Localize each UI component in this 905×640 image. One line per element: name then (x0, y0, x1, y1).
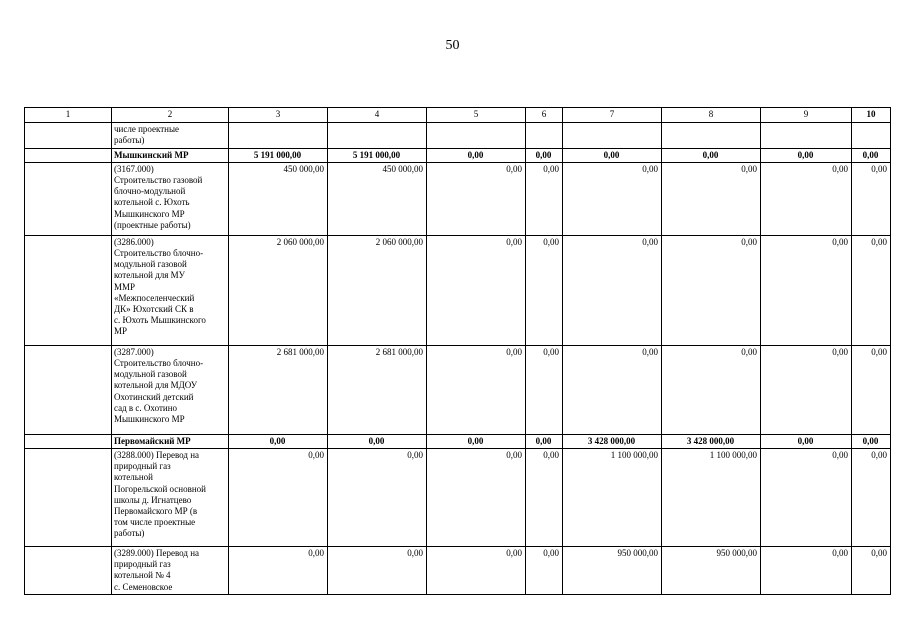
description-cell (112, 162, 229, 235)
column-number: 6 (526, 108, 563, 123)
empty-cell (25, 434, 112, 448)
amount-cell: 0,00 (526, 449, 563, 547)
amount-cell: 5 191 000,00 (229, 148, 328, 162)
description-line: котельной с. Юхоть (114, 197, 190, 208)
description-line: работы) (114, 135, 145, 146)
description-line: работы) (114, 528, 145, 539)
amount-cell: 0,00 (427, 434, 526, 448)
amount-cell: 0,00 (761, 434, 852, 448)
description-line: Мышкинского МР (114, 414, 185, 425)
description-line: школы д. Игнатцево (114, 494, 192, 505)
description-line: Погорельской основной (114, 483, 206, 494)
amount-cell: 5 191 000,00 (328, 148, 427, 162)
amount-cell: 0,00 (662, 162, 761, 235)
column-number: 7 (563, 108, 662, 123)
description-line: Мышкинский МР (114, 149, 189, 160)
column-number-row (25, 108, 891, 123)
description-line: блочно-модульной (114, 186, 186, 197)
table-row (25, 547, 891, 595)
description-cell (112, 235, 229, 345)
empty-cell (25, 345, 112, 434)
description-line: Строительство блочно- (114, 358, 204, 369)
amount-cell: 0,00 (852, 547, 891, 595)
amount-cell: 0,00 (662, 148, 761, 162)
column-number: 5 (427, 108, 526, 123)
amount-cell: 0,00 (427, 345, 526, 434)
amount-cell: 0,00 (526, 148, 563, 162)
amount-cell: 0,00 (852, 345, 891, 434)
column-number: 10 (852, 108, 891, 123)
description-line: природный газ (114, 461, 171, 472)
amount-cell: 0,00 (427, 162, 526, 235)
description-line: Первомайского МР (в (114, 506, 198, 517)
amount-cell (662, 123, 761, 148)
amount-cell: 0,00 (328, 434, 427, 448)
amount-cell: 0,00 (328, 449, 427, 547)
description-line: Строительство газовой (114, 175, 203, 186)
table-row (25, 449, 891, 547)
description-line: (3288.000) Перевод на (114, 450, 200, 461)
amount-cell: 0,00 (662, 235, 761, 345)
description-cell (112, 148, 229, 162)
amount-cell: 0,00 (852, 235, 891, 345)
description-line: Охотинский детский (114, 391, 194, 402)
amount-cell: 0,00 (526, 547, 563, 595)
amount-cell: 0,00 (852, 434, 891, 448)
description-line: (3286.000) (114, 236, 154, 247)
description-line: природный газ (114, 559, 171, 570)
amount-cell: 0,00 (761, 148, 852, 162)
amount-cell: 0,00 (526, 345, 563, 434)
description-line: котельной для МДОУ (114, 380, 198, 391)
amount-cell: 0,00 (526, 235, 563, 345)
amount-cell: 0,00 (563, 345, 662, 434)
column-number: 1 (25, 108, 112, 123)
amount-cell (229, 123, 328, 148)
amount-cell: 450 000,00 (229, 162, 328, 235)
description-line: числе проектные (114, 124, 180, 135)
description-line: с. Семеновское (114, 581, 173, 592)
description-line: (3289.000) Перевод на (114, 548, 200, 559)
amount-cell: 1 100 000,00 (563, 449, 662, 547)
amount-cell: 0,00 (761, 449, 852, 547)
description-cell (112, 345, 229, 434)
description-line: сад в с. Охотино (114, 402, 178, 413)
page-number: 50 (445, 38, 460, 53)
description-line: Первомайский МР (114, 435, 191, 446)
empty-cell (25, 547, 112, 595)
description-line: ММР (114, 281, 136, 292)
amount-cell: 0,00 (761, 345, 852, 434)
amount-cell: 950 000,00 (563, 547, 662, 595)
amount-cell: 0,00 (427, 547, 526, 595)
description-line: (3167.000) (114, 163, 154, 174)
amount-cell: 0,00 (761, 162, 852, 235)
amount-cell: 0,00 (526, 162, 563, 235)
amount-cell: 0,00 (229, 547, 328, 595)
column-number: 9 (761, 108, 852, 123)
amount-cell: 2 681 000,00 (229, 345, 328, 434)
amount-cell: 0,00 (852, 449, 891, 547)
description-line: котельной № 4 (114, 570, 171, 581)
amount-cell: 0,00 (662, 345, 761, 434)
amount-cell: 1 100 000,00 (662, 449, 761, 547)
column-number: 8 (662, 108, 761, 123)
amount-cell: 950 000,00 (662, 547, 761, 595)
amount-cell: 0,00 (229, 449, 328, 547)
amount-cell: 2 681 000,00 (328, 345, 427, 434)
table-body (25, 108, 891, 595)
amount-cell: 450 000,00 (328, 162, 427, 235)
description-line: модульной газовой (114, 259, 187, 270)
amount-cell: 0,00 (526, 434, 563, 448)
description-line: том числе проектные (114, 517, 196, 528)
column-number: 2 (112, 108, 229, 123)
amount-cell (526, 123, 563, 148)
amount-cell: 3 428 000,00 (662, 434, 761, 448)
amount-cell: 0,00 (563, 148, 662, 162)
amount-cell: 0,00 (563, 235, 662, 345)
description-line: (проектные работы) (114, 219, 191, 230)
amount-cell: 0,00 (427, 449, 526, 547)
description-line: МР (114, 326, 128, 337)
description-line: Строительство блочно- (114, 248, 204, 259)
description-line: с. Юхоть Мышкинского (114, 315, 206, 326)
column-number: 4 (328, 108, 427, 123)
empty-cell (25, 123, 112, 148)
district-row (25, 434, 891, 448)
description-cell (112, 547, 229, 595)
amount-cell (563, 123, 662, 148)
amount-cell (852, 123, 891, 148)
description-line: Мышкинского МР (114, 208, 185, 219)
description-line: ДК» Юхотский СК в (114, 304, 194, 315)
column-number: 3 (229, 108, 328, 123)
description-cell (112, 434, 229, 448)
budget-table (24, 107, 891, 595)
amount-cell: 0,00 (229, 434, 328, 448)
empty-cell (25, 449, 112, 547)
amount-cell: 0,00 (852, 148, 891, 162)
amount-cell: 0,00 (427, 148, 526, 162)
amount-cell: 0,00 (563, 162, 662, 235)
amount-cell: 0,00 (761, 547, 852, 595)
table-row (25, 345, 891, 434)
description-cell (112, 449, 229, 547)
amount-cell (761, 123, 852, 148)
amount-cell (427, 123, 526, 148)
table-row (25, 235, 891, 345)
empty-cell (25, 148, 112, 162)
description-line: котельной для МУ (114, 270, 186, 281)
amount-cell: 0,00 (427, 235, 526, 345)
description-line: (3287.000) (114, 346, 154, 357)
table-row (25, 123, 891, 148)
empty-cell (25, 235, 112, 345)
amount-cell: 2 060 000,00 (229, 235, 328, 345)
district-row (25, 148, 891, 162)
description-line: котельной (114, 472, 153, 483)
empty-cell (25, 162, 112, 235)
description-line: «Межпоселенческий (114, 292, 195, 303)
amount-cell: 0,00 (328, 547, 427, 595)
amount-cell (328, 123, 427, 148)
amount-cell: 0,00 (761, 235, 852, 345)
amount-cell: 2 060 000,00 (328, 235, 427, 345)
amount-cell: 3 428 000,00 (563, 434, 662, 448)
amount-cell: 0,00 (852, 162, 891, 235)
description-line: модульной газовой (114, 369, 187, 380)
table-row (25, 162, 891, 235)
description-cell (112, 123, 229, 148)
